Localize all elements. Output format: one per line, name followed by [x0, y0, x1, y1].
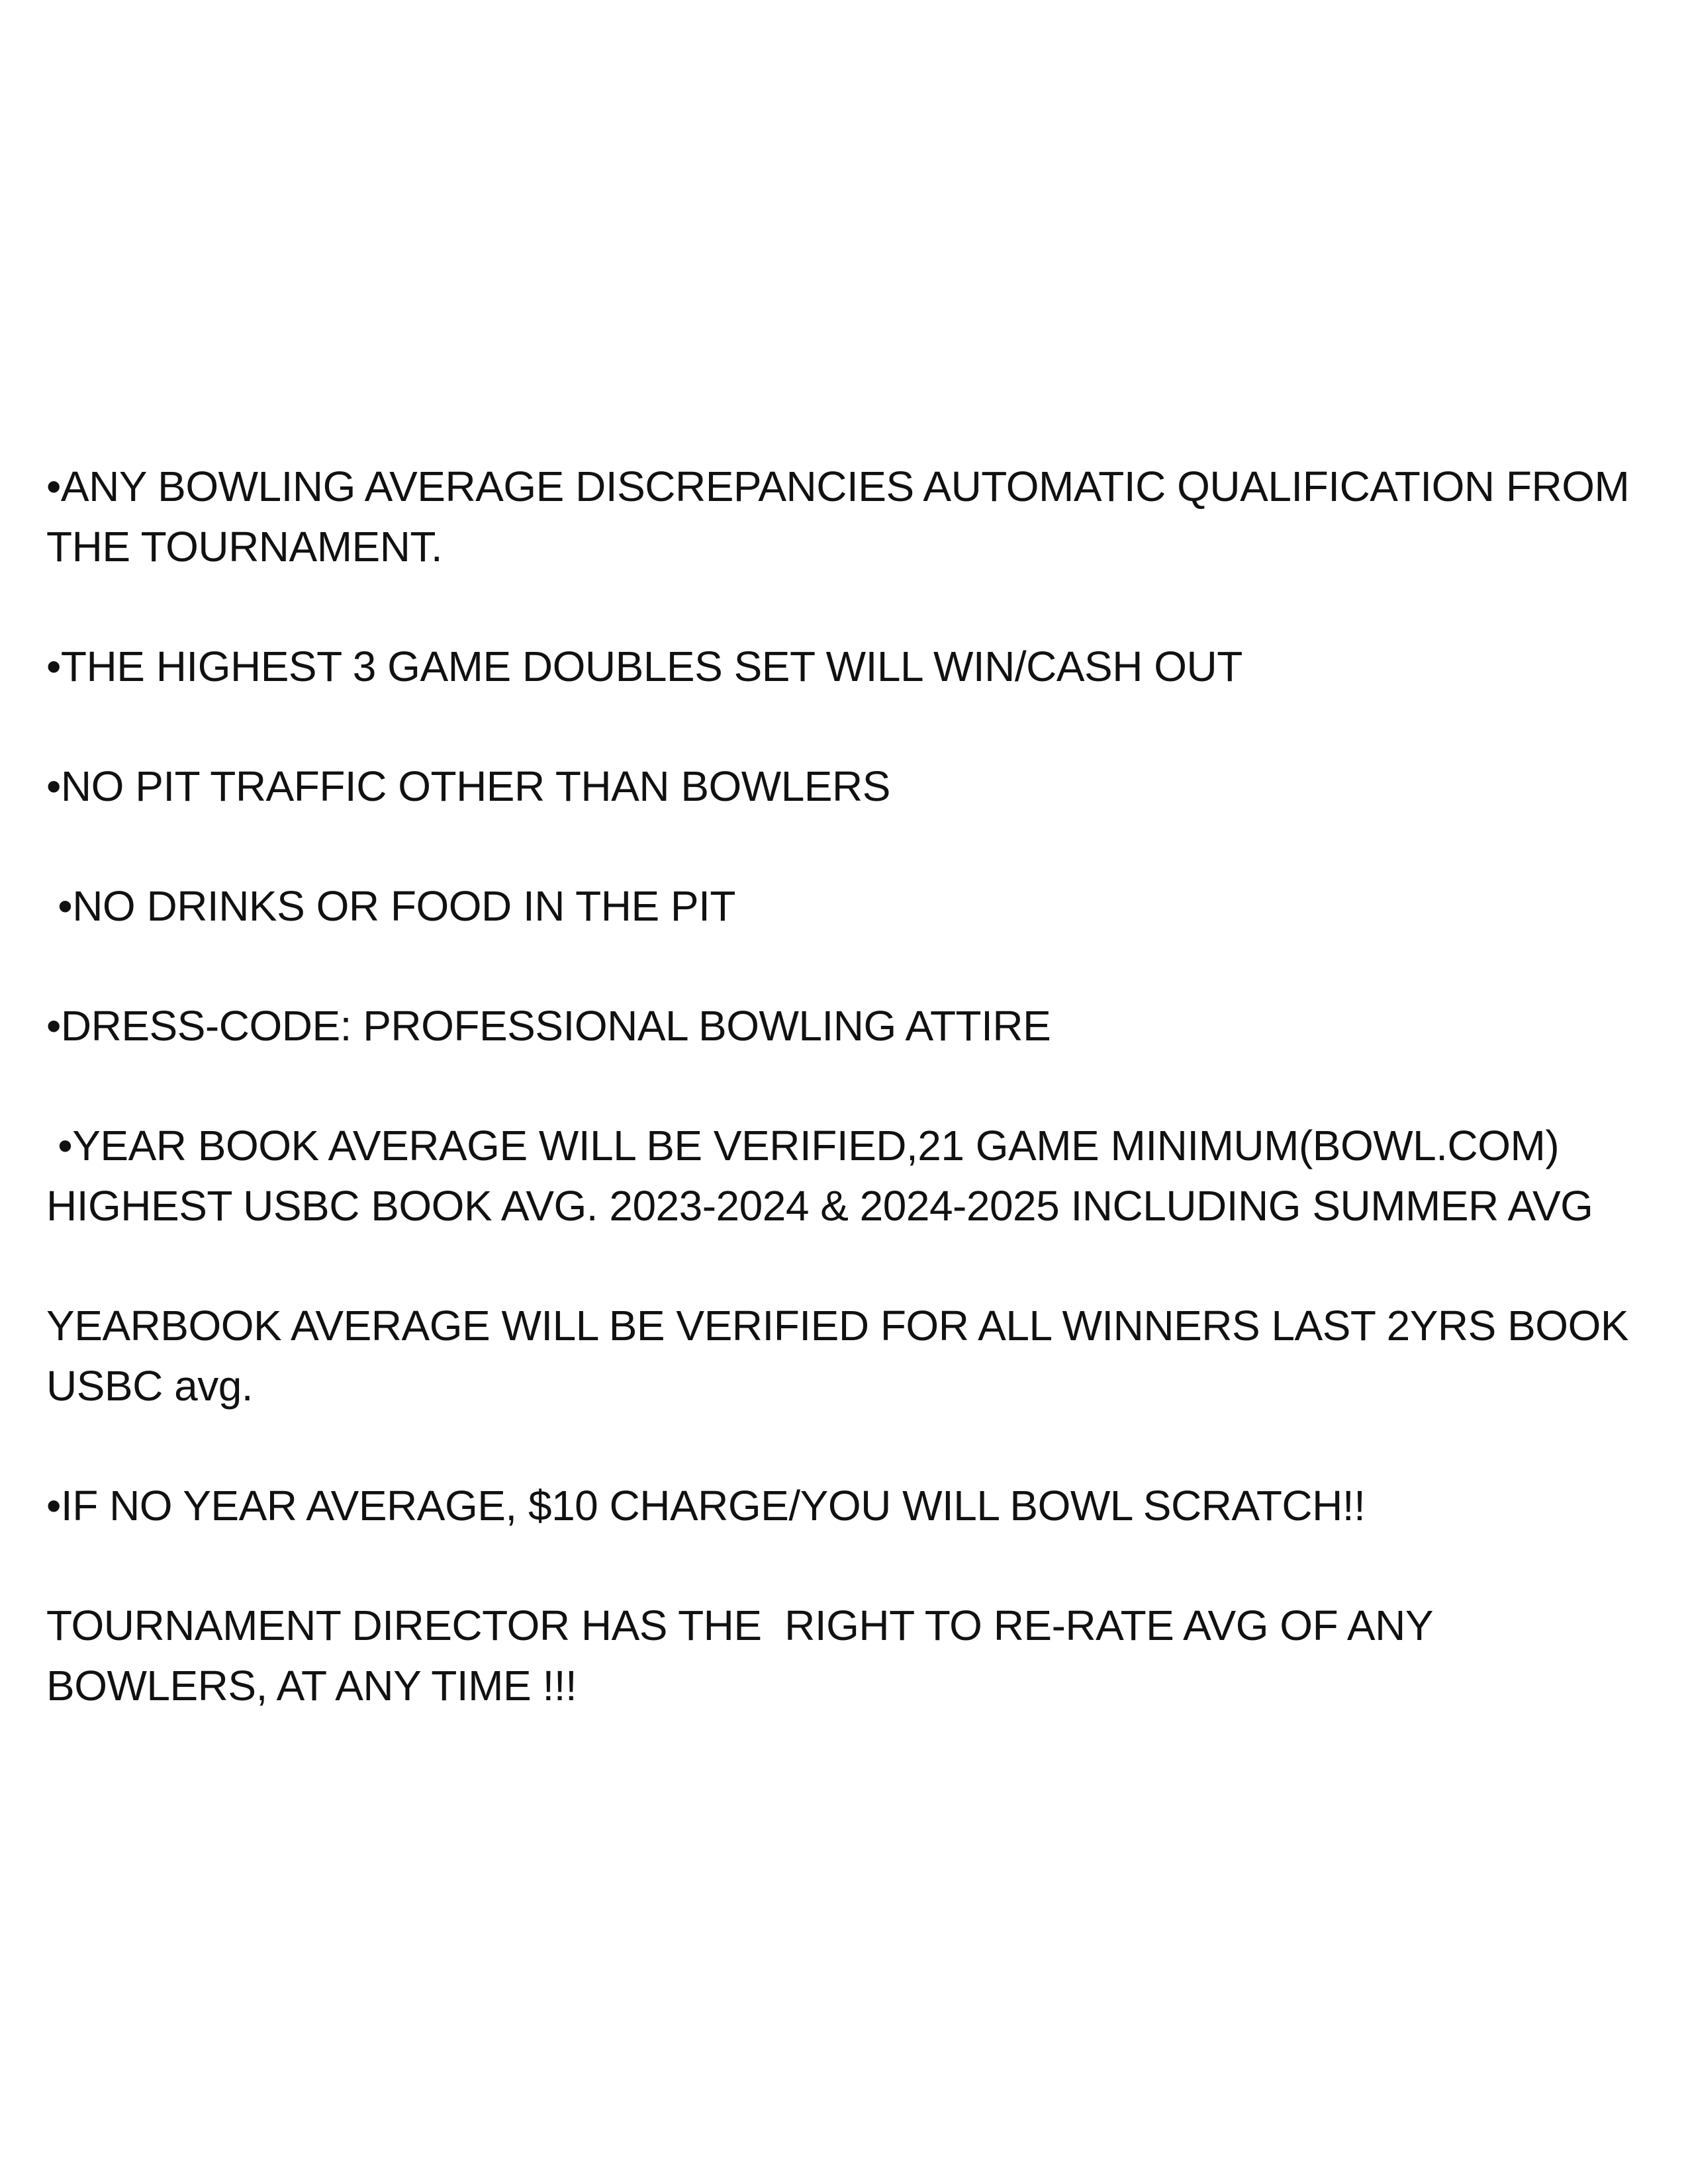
rule-highest-set: •THE HIGHEST 3 GAME DOUBLES SET WILL WIN/CASH OUT: [46, 643, 1243, 690]
rule-yearbook-verified-line-1: •YEAR BOOK AVERAGE WILL BE VERIFIED,21 GAME MINIMUM(BOWL.COM): [46, 1122, 1560, 1169]
spacer: [46, 577, 1648, 637]
rule-avg-discrepancies-line-2: THE TOURNAMENT.: [46, 523, 443, 570]
spacer: [46, 936, 1648, 996]
spacer: [46, 817, 1648, 876]
rule-winners-verified-line-1: YEARBOOK AVERAGE WILL BE VERIFIED FOR ALL WINNERS LAST 2YRS BOOK: [46, 1302, 1629, 1349]
spacer: [46, 1056, 1648, 1116]
rule-pit-traffic: •NO PIT TRAFFIC OTHER THAN BOWLERS: [46, 762, 890, 810]
rule-no-drinks: •NO DRINKS OR FOOD IN THE PIT: [46, 882, 735, 930]
rule-avg-discrepancies-line-1: •ANY BOWLING AVERAGE DISCREPANCIES AUTOMATIC QUALIFICATION FROM: [46, 463, 1630, 510]
spacer: [46, 1536, 1648, 1596]
rule-yearbook-verified-line-2: HIGHEST USBC BOOK AVG. 2023-2024 & 2024-2025 INCLUDING SUMMER AVG: [46, 1182, 1593, 1230]
spacer: [46, 697, 1648, 756]
rule-director-rerate-line-2: BOWLERS, AT ANY TIME !!!: [46, 1662, 577, 1709]
spacer: [46, 1416, 1648, 1476]
tournament-rules-list: [46, 457, 1648, 1716]
spacer: [46, 1236, 1648, 1296]
rule-dress-code: •DRESS-CODE: PROFESSIONAL BOWLING ATTIRE: [46, 1002, 1051, 1050]
rule-no-average-charge: •IF NO YEAR AVERAGE, $10 CHARGE/YOU WILL BOWL SCRATCH!!: [46, 1482, 1366, 1529]
rule-winners-verified-line-2: USBC avg.: [46, 1362, 254, 1410]
rule-director-rerate-line-1: TOURNAMENT DIRECTOR HAS THE RIGHT TO RE-RATE AVG OF ANY: [46, 1602, 1433, 1649]
